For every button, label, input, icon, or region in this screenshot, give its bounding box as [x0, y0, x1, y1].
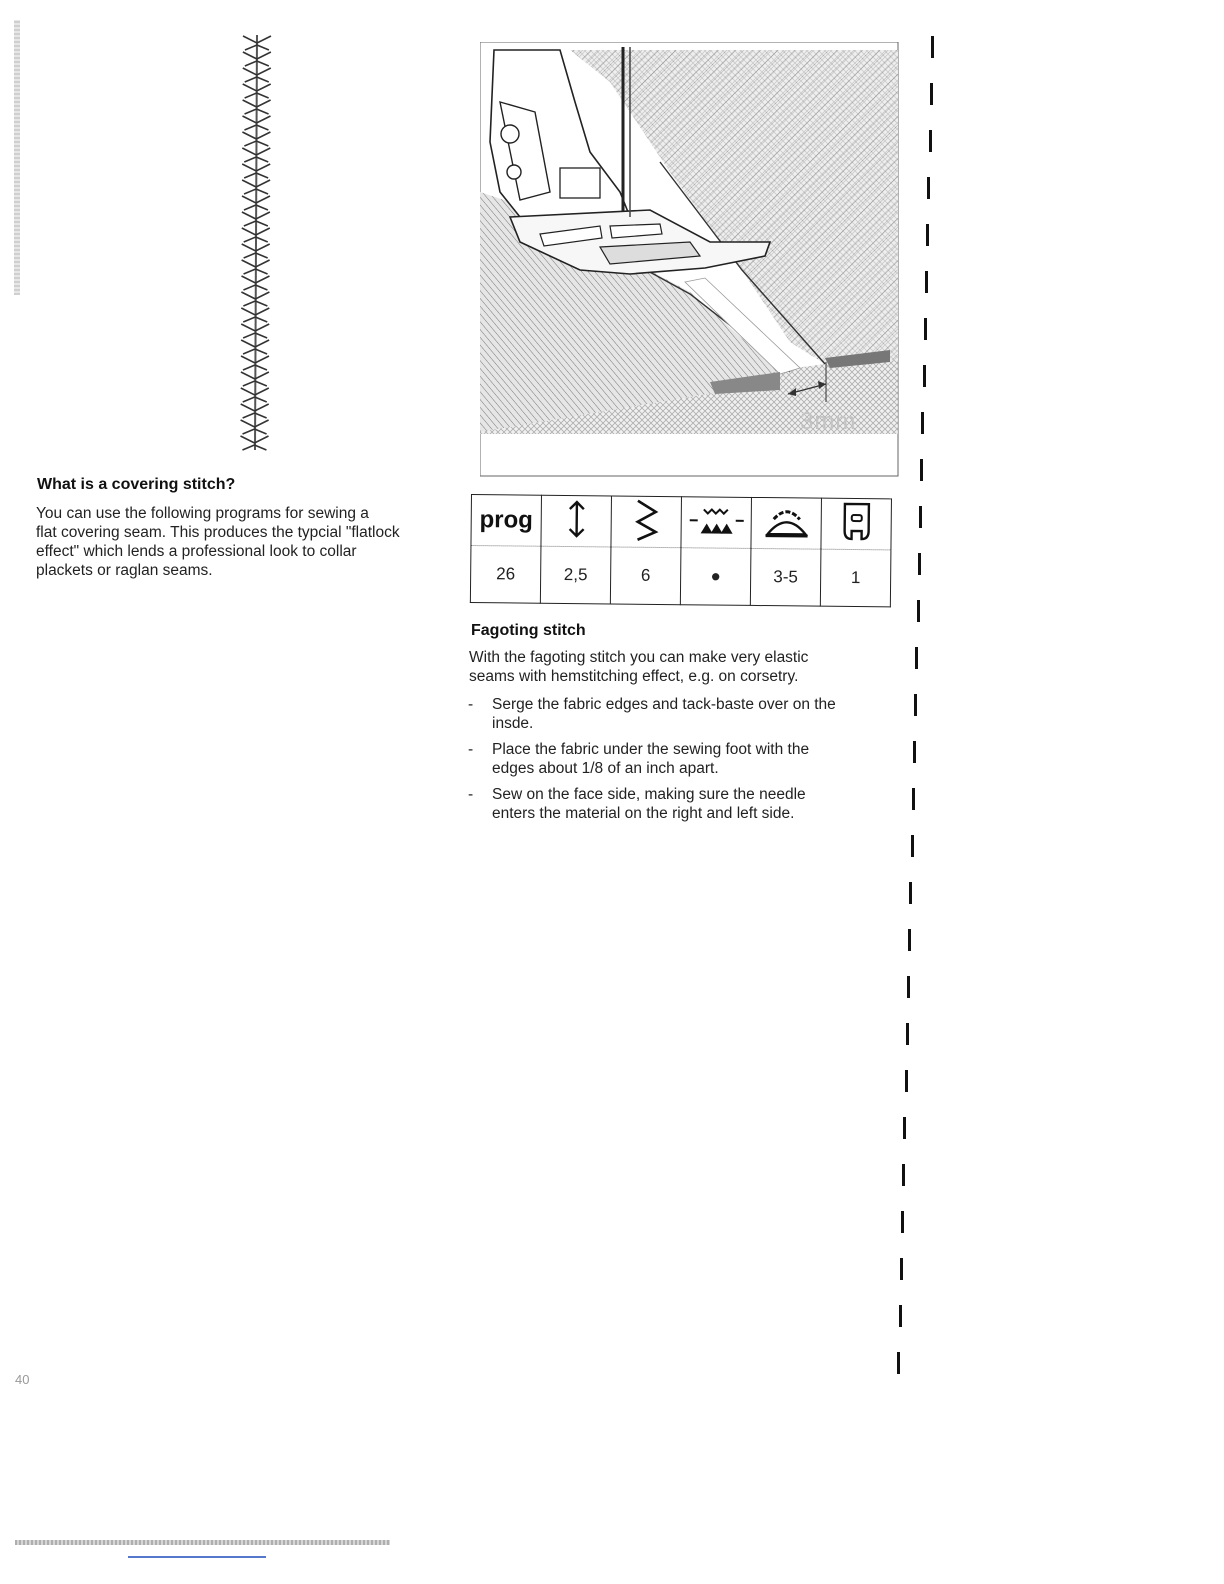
prog-label: prog — [479, 506, 534, 534]
instruction-item — [468, 740, 888, 778]
thread-tension-icon — [751, 497, 822, 549]
bullet-dash: - — [468, 786, 474, 803]
cut-mark — [925, 271, 928, 293]
stitch-width-icon — [611, 496, 682, 548]
scan-bottom-line — [128, 1556, 266, 1558]
cut-mark — [899, 1305, 902, 1327]
instruction-line: Sew on the face side, making sure the needle — [492, 786, 806, 803]
cut-mark — [918, 553, 921, 575]
cut-mark — [914, 694, 917, 716]
cut-mark — [908, 929, 911, 951]
cut-mark — [920, 459, 923, 481]
cut-mark — [906, 1023, 909, 1045]
scan-bottom-strip — [15, 1540, 390, 1545]
cut-mark — [919, 506, 922, 528]
paragraph-line: You can use the following programs for sewing a — [36, 505, 369, 522]
paragraph-line: flat covering seam. This produces the typcial "flatlock — [36, 524, 400, 541]
cut-mark — [901, 1211, 904, 1233]
fagoting-intro — [469, 648, 889, 686]
gap-measure-label: 3mm — [800, 408, 857, 435]
cut-mark — [912, 788, 915, 810]
tension-value: 3-5 — [750, 548, 821, 606]
stitch-length-value: 2,5 — [540, 546, 611, 604]
instruction-line: insde. — [492, 715, 534, 732]
cut-mark — [923, 365, 926, 387]
instruction-line: Place the fabric under the sewing foot with the — [492, 741, 810, 758]
cut-mark — [921, 412, 924, 434]
paragraph-line: effect" which lends a professional look to collar — [36, 543, 357, 560]
intro-line: With the fagoting stitch you can make very elastic — [469, 649, 809, 666]
cut-mark — [915, 647, 918, 669]
cut-mark — [926, 224, 929, 246]
cut-mark — [897, 1352, 900, 1374]
settings-value-row — [470, 546, 891, 607]
stitch-settings-table — [470, 494, 892, 607]
cut-mark — [903, 1117, 906, 1139]
cut-mark — [917, 600, 920, 622]
stitch-width-value: 6 — [610, 547, 681, 605]
settings-icon-row — [471, 495, 892, 550]
covering-stitch-paragraph — [36, 504, 456, 580]
cut-mark — [931, 36, 934, 58]
elastic-value: ● — [680, 548, 751, 606]
cut-mark — [911, 835, 914, 857]
instruction-line: edges about 1/8 of an inch apart. — [492, 760, 719, 777]
flatlock-stitch-illustration — [215, 30, 295, 460]
cut-mark — [900, 1258, 903, 1280]
bullet-dash: - — [468, 741, 474, 758]
prog-header — [471, 495, 542, 547]
cut-mark — [927, 177, 930, 199]
covering-stitch-heading: What is a covering stitch? — [37, 476, 236, 493]
cut-mark — [909, 882, 912, 904]
instruction-item — [468, 785, 888, 823]
cut-mark — [902, 1164, 905, 1186]
prog-value: 26 — [470, 546, 541, 604]
fagoting-stitch-heading: Fagoting stitch — [471, 622, 586, 639]
instruction-item — [468, 695, 888, 733]
scan-edge-strip — [14, 20, 20, 295]
cut-mark — [913, 741, 916, 763]
intro-line: seams with hemstitching effect, e.g. on corsetry. — [469, 668, 799, 685]
page-number: 40 — [15, 1372, 30, 1387]
cut-mark — [924, 318, 927, 340]
paragraph-line: plackets or raglan seams. — [36, 562, 213, 579]
elastic-stitch-icon — [681, 497, 752, 549]
instruction-line: Serge the fabric edges and tack-baste over on the — [492, 696, 836, 713]
bullet-dash: - — [468, 696, 474, 713]
cut-mark — [905, 1070, 908, 1092]
foot-value: 1 — [820, 549, 891, 607]
instruction-line: enters the material on the right and left side. — [492, 805, 795, 822]
presser-foot-icon — [821, 498, 892, 550]
cut-mark — [929, 130, 932, 152]
cut-mark — [907, 976, 910, 998]
stitch-length-icon — [541, 495, 612, 547]
cut-mark — [930, 83, 933, 105]
fagoting-instructions — [468, 695, 888, 830]
